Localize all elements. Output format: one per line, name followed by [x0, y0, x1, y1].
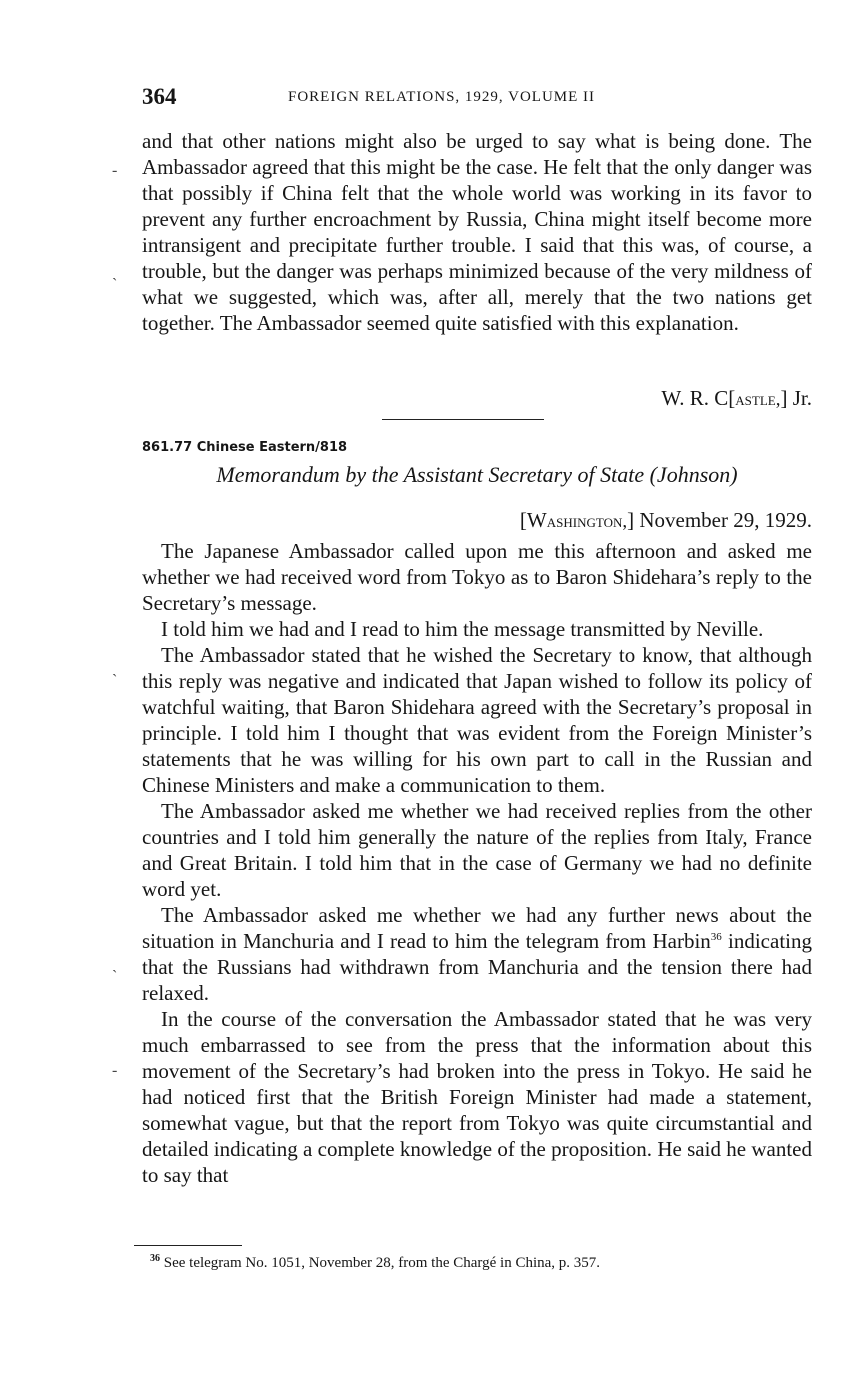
- section-divider: [382, 419, 544, 420]
- memo-paragraph-5-start: The Ambassador asked me whether we had any further news about the situation in Manchuria and I read to him the telegram from Harbin: [142, 903, 812, 953]
- signature-prefix: W. R. C[: [661, 386, 736, 410]
- memo-paragraph-4: The Ambassador asked me whether we had received replies from the other countries and I told him generally the nature of the replies from Italy, France and Great Britain. I told him that in the case of Germany we had no definite word yet.: [142, 799, 812, 901]
- page-number: 364: [142, 84, 177, 109]
- memo-paragraph-3: The Ambassador stated that he wished the Secretary to know, that although this reply was negative and indicated that Japan wished to follow its policy of watchful waiting, that Baron Shidehara agreed with the Secretary’s proposal in principle. I told him I thought that was evident from the Foreign Minister’s statements that he was willing for his own part to call in the Russian and Chinese Ministers and make a communication to them.: [142, 643, 812, 797]
- footnote: [150, 1253, 600, 1272]
- dateline-place: ashington,: [546, 511, 628, 532]
- margin-tick-mark: ˎ: [112, 956, 118, 973]
- signature-suffix: ] Jr.: [780, 386, 812, 410]
- continuation-block: [142, 128, 812, 336]
- memo-paragraph-5: [142, 902, 812, 1006]
- file-reference: 861.77 Chinese Eastern/818: [142, 440, 348, 455]
- signature-small-caps: astle,: [735, 389, 781, 410]
- footnote-text: See telegram No. 1051, November 28, from the Chargé in China, p. 357.: [160, 1255, 601, 1271]
- memo-paragraph-1: The Japanese Ambassador called upon me this afternoon and asked me whether we had received word from Tokyo as to Baron Shidehara’s reply to the Secretary’s message.: [142, 539, 812, 615]
- margin-tick-mark: -: [112, 1062, 118, 1079]
- page-header: [142, 84, 812, 114]
- margin-tick-mark: ˎ: [112, 264, 118, 281]
- memo-body: [142, 538, 812, 1188]
- dateline: [520, 508, 812, 533]
- footnote-divider: [134, 1245, 242, 1246]
- dateline-bracket: [W: [519, 508, 547, 532]
- footnote-number: 36: [150, 1253, 160, 1264]
- continuation-paragraph: and that other nations might also be urged to say what is being done. The Ambassador agreed that this might be the case. He felt that the only danger was that possibly if China felt that the whole world was working in its favor to prevent any further encroachment by Russia, China might itself become more intransigent and precipitate further trouble. I said that this was, of course, a trouble, but the danger was perhaps minimized because of the very mildness of what we suggested, which was, after all, merely that the two nations get together. The Ambassador seemed quite satisfied with this explanation.: [142, 129, 812, 335]
- memo-paragraph-5-end: indicating that the Russians had withdrawn from Manchuria and the tension there had relaxed.: [142, 929, 812, 1005]
- margin-tick-mark: ˋ: [112, 672, 118, 689]
- memo-title: Memorandum by the Assistant Secretary of State (Johnson): [216, 462, 738, 487]
- memo-paragraph-2: I told him we had and I read to him the message transmitted by Neville.: [161, 617, 764, 641]
- memo-paragraph-6: In the course of the conversation the Ambassador stated that he was very much embarrassed to see from the press that the information about this movement of the Secretary’s had broken into the press in Tokyo. He said he had noticed first that the British Foreign Minister had made a statement, somewhat vague, but that the report from Tokyo was quite circumstantial and detailed indicating a complete knowledge of the proposition. He said he wanted to say that: [142, 1007, 812, 1187]
- footnote-reference: 36: [710, 931, 722, 943]
- signature: [661, 386, 812, 411]
- running-title: FOREIGN RELATIONS, 1929, VOLUME II: [288, 89, 596, 105]
- dateline-date: ] November 29, 1929.: [627, 508, 812, 532]
- margin-tick-mark: -: [112, 162, 118, 179]
